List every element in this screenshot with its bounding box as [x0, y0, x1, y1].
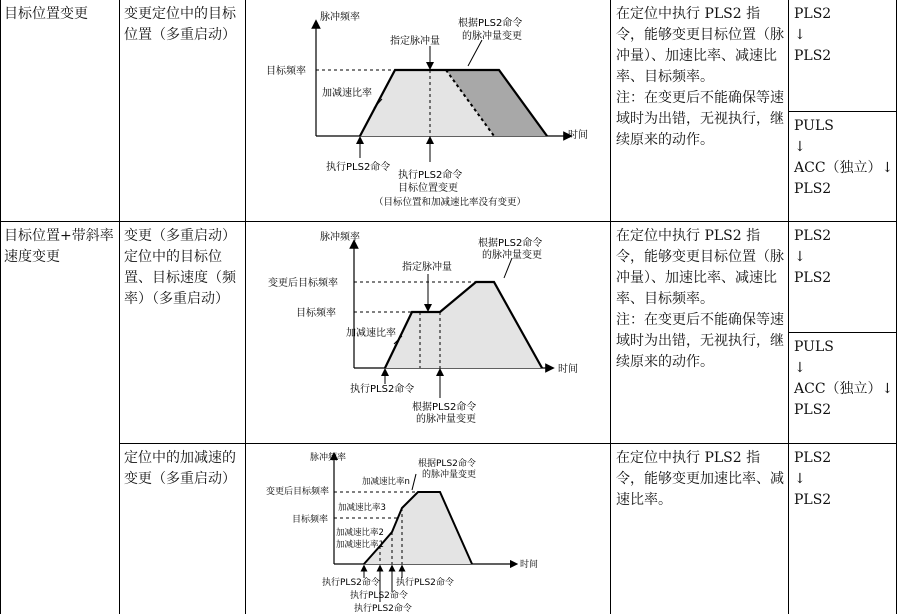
- grid-line: [896, 0, 897, 614]
- d2-y-axis-label: 脉冲频率: [320, 232, 360, 243]
- d2-exec-label: 执行PLS2命令: [350, 384, 415, 395]
- row3-subcategory: 定位中的加减速的变更（多重启动）: [124, 450, 236, 487]
- grid-line: [610, 0, 611, 614]
- d3-exec-c-label: 执行PLS2命令: [350, 591, 408, 601]
- grid-line: [788, 111, 897, 112]
- d3-y-axis-label: 脉冲频率: [310, 453, 347, 463]
- row2-seq-bottom: PULS ↓ ACC（独立）↓ PLS2: [794, 339, 894, 418]
- grid-line: [245, 0, 246, 614]
- grid-line: [119, 0, 120, 614]
- diagram-accel-change: [250, 446, 606, 614]
- d3-changed-target-label: 变更后目标频率: [266, 487, 330, 497]
- grid-line: [0, 221, 897, 222]
- row3-seq-top: PLS2 ↓ PLS2: [794, 450, 832, 508]
- d2-changed-target-label: 变更后目标频率: [268, 278, 338, 289]
- row2-category: 目标位置+带斜率速度变更: [4, 228, 114, 265]
- d2-changed-label-1: 根据PLS2命令: [478, 238, 543, 249]
- d2-changed-label-2: 的脉冲量变更: [482, 250, 542, 261]
- d1-accel-label: 加减速比率: [322, 88, 372, 99]
- grid-line: [788, 332, 897, 333]
- d2-target-freq-label: 目标频率: [296, 308, 336, 319]
- d2-accel-label: 加减速比率: [346, 328, 396, 339]
- row1-category: 目标位置变更: [4, 6, 88, 22]
- d3-changed-label-2: 的脉冲量变更: [422, 470, 477, 480]
- d3-accel-2-label: 加减速比率2: [336, 528, 384, 538]
- diagram-position-speed-change: [250, 224, 606, 440]
- row2-subcategory: 变更（多重启动）定位中的目标位置、目标速度（频率）（多重启动）: [124, 228, 236, 307]
- grid-line: [788, 0, 789, 614]
- d3-target-freq-label: 目标频率: [292, 515, 329, 525]
- d3-accel-n-label: 加减速比率n: [362, 477, 410, 487]
- d1-exec2-label-1: 执行PLS2命令: [398, 170, 463, 181]
- d3-accel-3-label: 加减速比率3: [338, 503, 386, 513]
- d3-exec-a-label: 执行PLS2命令: [322, 578, 380, 588]
- row1-description: 在定位中执行 PLS2 指令，能够变更目标位置（脉冲量）、加速比率、减速比率、目标频率。 注：在变更后不能确保等速域时为出错，无视执行，继续原来的动作。: [616, 6, 784, 148]
- d3-accel-1-label: 加减速比率1: [336, 540, 384, 550]
- d3-exec-d-label: 执行PLS2命令: [354, 604, 412, 614]
- d1-exec2-label-2: 目标位置变更: [398, 183, 458, 194]
- d1-changed-label-2: 的脉冲量变更: [462, 31, 522, 42]
- d2-x-axis-label: 时间: [558, 364, 578, 375]
- d1-pulse-amount-label: 指定脉冲量: [390, 36, 440, 47]
- row3-description: 在定位中执行 PLS2 指令，能够变更加速比率、减速比率。: [616, 450, 784, 508]
- row2-description: 在定位中执行 PLS2 指令，能够变更目标位置（脉冲量）、加速比率、减速比率、目标频率。 注：在变更后不能确保等速域时为出错，无视执行，继续原来的动作。: [616, 228, 784, 370]
- d2-exec2-label-2: 的脉冲量变更: [416, 414, 476, 425]
- d2-pulse-amount-label: 指定脉冲量: [402, 262, 452, 273]
- d1-exec-label: 执行PLS2命令: [326, 162, 391, 173]
- row1-seq-top: PLS2 ↓ PLS2: [794, 6, 832, 64]
- row1-seq-bottom: PULS ↓ ACC（独立）↓ PLS2: [794, 118, 894, 197]
- d1-y-axis-label: 脉冲频率: [320, 12, 360, 23]
- d1-x-axis-label: 时间: [568, 130, 588, 141]
- d3-changed-label-1: 根据PLS2命令: [418, 459, 476, 469]
- d3-exec-b-label: 执行PLS2命令: [396, 578, 454, 588]
- grid-line: [119, 443, 897, 444]
- row2-seq-top: PLS2 ↓ PLS2: [794, 228, 832, 286]
- d1-target-freq-label: 目标频率: [266, 66, 306, 77]
- row1-subcategory: 变更定位中的目标位置（多重启动）: [124, 6, 236, 43]
- d1-changed-label-1: 根据PLS2命令: [458, 18, 523, 29]
- d3-x-axis-label: 时间: [520, 560, 539, 570]
- d2-exec2-label-1: 根据PLS2命令: [412, 402, 477, 413]
- d1-exec2-label-3: （目标位置和加减速比率没有变更）: [374, 197, 527, 208]
- diagram-target-position-change: [250, 2, 606, 218]
- grid-line: [0, 0, 1, 614]
